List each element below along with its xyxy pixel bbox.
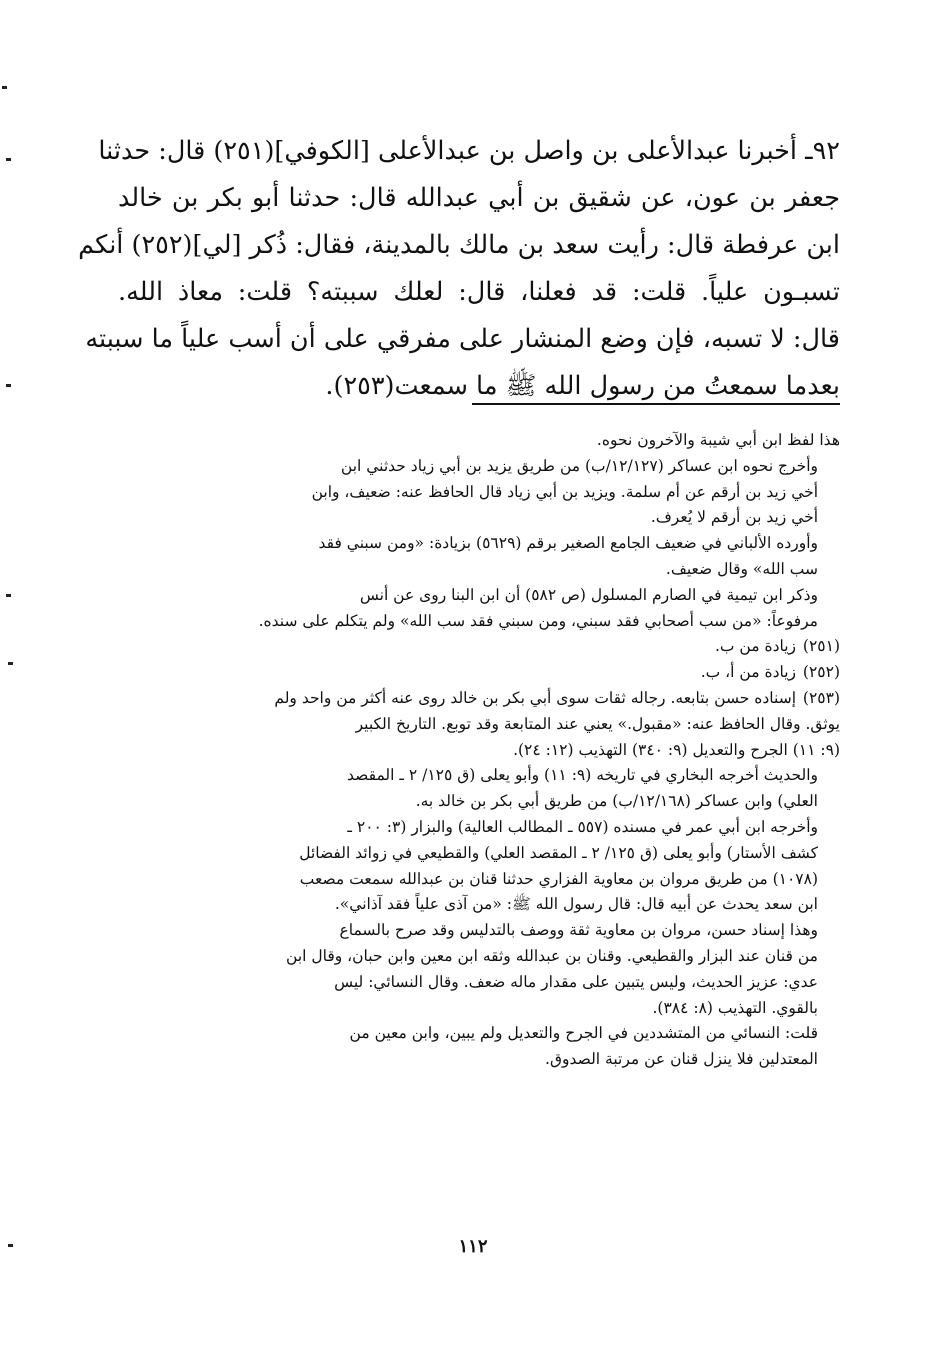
footnote-paragraph (118, 918, 840, 1021)
footnote-divider (472, 403, 840, 405)
footnote-number: (٢٥٣) (802, 688, 840, 707)
footnote-paragraph (118, 763, 840, 815)
footnote-number: (٢٥٢) (802, 663, 840, 682)
footnote-line: العلي) وابن عساكر (١٢/١٦٨/ب) من طريق أبي بكر بن خالد به. (415, 792, 818, 811)
footnote-line: كشف الأستار) وأبو يعلى (ق ١٢٥/ ٢ ـ المقصد العلي) والقطيعي في زوائد الفضائل (299, 843, 818, 862)
footnote-line: بالقوي. التهذيب (٨: ٣٨٤). (652, 998, 818, 1017)
footnote-line: وذكر ابن تيمية في الصارم المسلول (ص ٥٨٢) أن ابن البنا روى عن أنس (359, 585, 818, 604)
footnote-line: زيادة من ب. (714, 637, 796, 656)
footnote-line: (١٠٧٨) من طريق مروان بن معاوية الفزاري حدثنا قنان بن عبدالله سمعت مصعب (299, 869, 818, 888)
margin-mark (6, 158, 11, 161)
footnote-paragraph (118, 428, 840, 454)
margin-mark (8, 662, 13, 665)
footnote-line: من قنان عند البزار والقطيعي. وقنان بن عبدالله وثقه ابن معين وابن حبان، وقال ابن (286, 946, 818, 965)
footnote-paragraph (118, 712, 840, 764)
footnote-paragraph (118, 583, 840, 635)
footnote-line: وأورده الألباني في ضعيف الجامع الصغير برقم (٥٦٢٩) بزيادة: «ومن سبني فقد (318, 534, 818, 553)
hadith-main-text (78, 128, 840, 410)
main-text-line: قال: لا تسبه، فإن وضع المنشار على مفرقي على أن أسب علياً ما سببته (85, 324, 840, 354)
page-number: ١١٢ (458, 1236, 488, 1257)
footnote-paragraph (118, 454, 840, 531)
footnote-paragraph (118, 531, 840, 583)
footnote-line: قلت: النسائي من المتشددين في الجرح والتعديل ولم يبين، وابن معين من (349, 1024, 818, 1043)
footnote-line: وهذا إسناد حسن، مروان بن معاوية ثقة ووصف بالتدليس وقد صرح بالسماع (339, 921, 818, 940)
footnote-line: يوثق. وقال الحافظ عنه: «مقبول.» يعني عند المتابعة وقد توبع. التاريخ الكبير (355, 714, 840, 733)
footnote-line: سب الله» وقال ضعيف. (665, 559, 818, 578)
footnote-line: أخي زيد بن أرقم لا يُعرف. (650, 508, 818, 527)
footnote-line: وأخرجه ابن أبي عمر في مسنده (٥٥٧ ـ المطالب العالية) والبزار (٣: ٢٠٠ ـ (347, 817, 818, 836)
footnote-line: المعتدلين فلا ينزل قنان عن مرتبة الصدوق. (545, 1050, 818, 1069)
main-text-line: جعفر بن عون، عن شقيق بن أبي عبدالله قال: حدثنا أبو بكر بن خالد (118, 183, 840, 213)
numbered-footnote (118, 634, 840, 660)
footnote-number: (٢٥١) (802, 637, 840, 656)
footnote-line: والحديث أخرجه البخاري في تاريخه (٩: ١١) وأبو يعلى (ق ١٢٥/ ٢ ـ المقصد (347, 766, 818, 785)
numbered-footnote (118, 660, 840, 686)
margin-mark (6, 594, 11, 597)
main-text-line: ٩٢ـ أخبرنا عبدالأعلى بن واصل بن عبدالأعلى [الكوفي](٢٥١) قال: حدثنا (98, 136, 840, 166)
margin-mark (6, 384, 11, 387)
footnote-paragraph (118, 634, 796, 660)
footnote-line: أخي زيد بن أرقم عن أم سلمة. ويزيد بن أبي زياد قال الحافظ عنه: ضعيف، وابن (311, 482, 818, 501)
footnote-line: مرفوعاً: «من سب أصحابي فقد سبني، ومن سبني فقد سب الله» ولم يتكلم على سنده. (258, 611, 818, 630)
footnote-line: إسناده حسن بتابعه. رجاله ثقات سوى أبي بكر بن خالد روى عنه أكثر من واحد ولم (274, 688, 796, 707)
footnote-line: زيادة من أ، ب. (700, 663, 796, 682)
footnote-content (118, 660, 796, 686)
numbered-footnote (118, 686, 840, 712)
footnote-line: هذا لفظ ابن أبي شيبة والآخرون نحوه. (596, 431, 840, 449)
main-text-line: ابن عرفطة قال: رأيت سعد بن مالك بالمدينة، فقال: ذُكر [لي](٢٥٢) أنكم (78, 230, 840, 260)
footnote-paragraph (118, 1021, 840, 1073)
footnote-line: (٩: ١١) الجرح والتعديل (٩: ٣٤٠) التهذيب (١٢: ٢٤). (513, 740, 840, 759)
footnote-content (118, 634, 796, 660)
margin-mark (8, 1244, 13, 1247)
main-text-line: تسبـون علياً. قلت: قد فعلنا، قال: لعلك سببته؟ قلت: معاذ الله. (118, 277, 840, 307)
footnote-line: وأخرج نحوه ابن عساكر (١٢/١٢٧/ب) من طريق يزيد بن أبي زياد حدثني ابن (340, 456, 818, 475)
footnote-paragraph (118, 686, 796, 712)
footnote-paragraph (118, 660, 796, 686)
footnotes-section (118, 428, 840, 1073)
footnote-line: عدي: عزيز الحديث، وليس يتبين على مقدار ماله ضعف. وقال النسائي: ليس (334, 972, 818, 991)
footnote-line: ابن سعد يحدث عن أبيه قال: قال رسول الله ﷺ: «من آذى علياً فقد آذاني». (334, 895, 818, 914)
footnote-content (118, 686, 796, 712)
main-text-line: بعدما سمعتُ من رسول الله ﷺ ما سمعت(٢٥٣). (325, 371, 840, 401)
footnote-paragraph (118, 815, 840, 918)
margin-mark (2, 86, 7, 89)
